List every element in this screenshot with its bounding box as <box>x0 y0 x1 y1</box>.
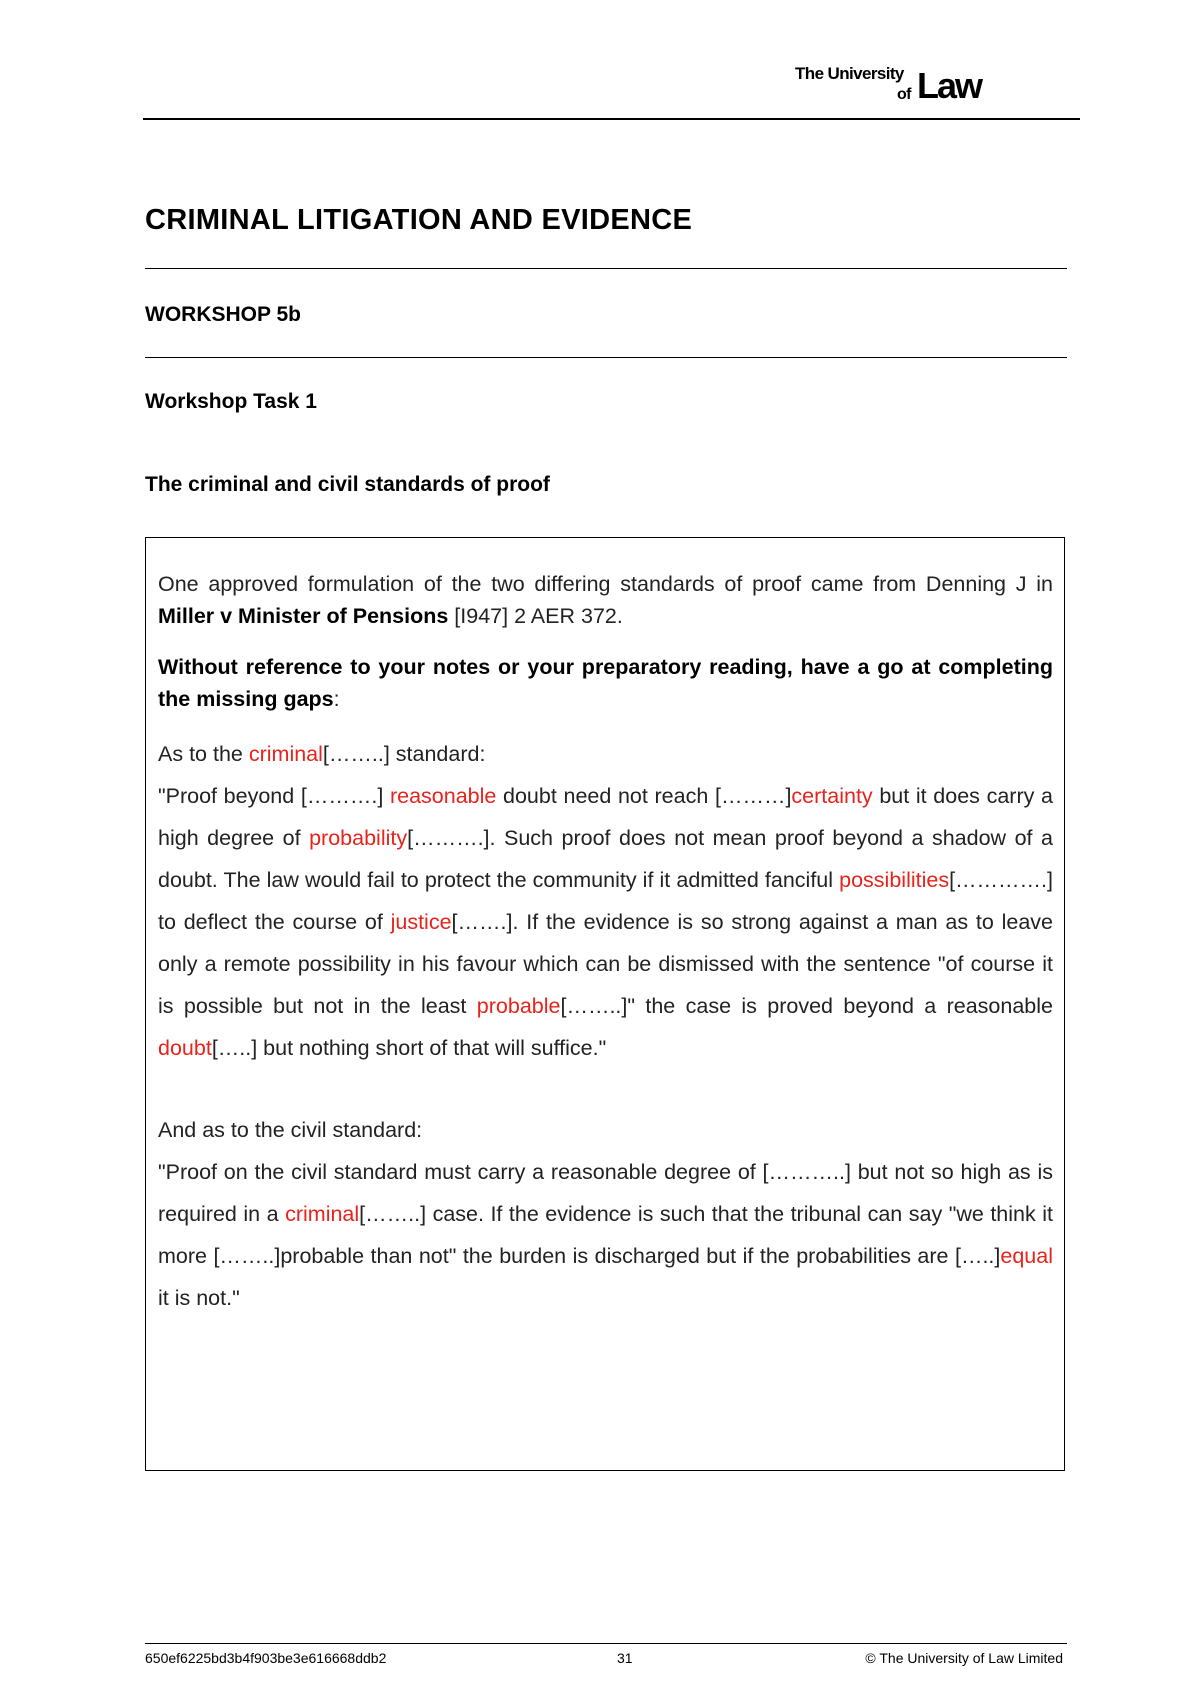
university-logo <box>795 62 985 108</box>
answer-equal: equal <box>1000 1244 1053 1268</box>
footer-copyright: © The University of Law Limited <box>865 1650 1063 1666</box>
case-name: Miller v Minister of Pensions <box>158 604 449 628</box>
answer-probability: probability <box>309 826 408 850</box>
quote-text: […..] but nothing short of that will suffice." <box>211 1036 607 1060</box>
answer-criminal-civil: criminal <box>285 1202 360 1226</box>
answer-certainty: certainty <box>791 784 873 808</box>
criminal-heading <box>158 733 1053 775</box>
intro-text: One approved formulation of the two differing standards of proof came from Denning J in <box>158 572 1053 596</box>
exercise-box <box>145 537 1065 1471</box>
quote-text: [………….] to deflect the course of <box>158 868 1053 934</box>
footer-doc-id: 650ef6225bd3b4f903be3e616668ddb2 <box>145 1650 387 1666</box>
quote-text: [……….]. Such proof does not mean proof beyond a shadow of a doubt. The law would fail to protect the community if it admitted fanciful <box>158 826 1053 892</box>
title-rule <box>145 268 1067 269</box>
workshop-heading: WORKSHOP 5b <box>145 303 301 326</box>
answer-doubt: doubt <box>158 1036 212 1060</box>
quote-text: [……..]" the case is proved beyond a reasonable <box>560 994 1053 1018</box>
instruction-paragraph <box>158 651 1053 715</box>
answer-reasonable: reasonable <box>389 784 497 808</box>
page-title: CRIMINAL LITIGATION AND EVIDENCE <box>145 204 693 236</box>
task-heading: Workshop Task 1 <box>145 390 317 413</box>
quote-text: "Proof beyond [……….] <box>158 784 390 808</box>
answer-possibilities: possibilities <box>839 868 950 892</box>
logo-line-2: of <box>897 86 911 103</box>
instruction-colon: : <box>333 687 340 711</box>
civil-heading: And as to the civil standard: <box>158 1118 423 1142</box>
page-number: 31 <box>617 1650 633 1666</box>
logo-line-3: Law <box>917 65 982 106</box>
case-citation: [I947] 2 AER 372. <box>448 604 623 628</box>
footer-rule <box>145 1643 1067 1644</box>
answer-probable: probable <box>476 994 561 1018</box>
workshop-rule <box>145 357 1067 358</box>
civil-quote <box>158 1151 1053 1319</box>
quote-text: but it does carry a high degree of <box>158 784 1053 850</box>
criminal-quote <box>158 775 1053 1069</box>
quote-text: […….]. If the evidence is so strong against a man as to leave only a remote possibility in his favour which can be dismissed with the sentence "of course it is possible but not in the least <box>158 910 1053 1018</box>
logo-line-1: The University <box>795 64 904 83</box>
quote-text: [……..] case. If the evidence is such that the tribunal can say "we think it more [……..]probable than not" the burden is discharged but if the probabilities are […..] <box>158 1202 1053 1268</box>
intro-paragraph <box>158 568 1053 632</box>
answer-criminal: criminal <box>248 742 323 766</box>
answer-justice: justice <box>390 910 452 934</box>
quote-text: it is not." <box>158 1286 240 1310</box>
instruction-text: Without reference to your notes or your preparatory reading, have a go at completing the missing gaps <box>158 655 1053 711</box>
section-heading: The criminal and civil standards of proof <box>145 473 550 496</box>
criminal-heading-text: As to the <box>158 742 249 766</box>
quote-text: "Proof on the civil standard must carry a reasonable degree of [………..] but not so high as is required in a <box>158 1160 1053 1226</box>
criminal-heading-gap: [……..] standard: <box>322 742 486 766</box>
header-rule <box>143 118 1080 120</box>
exercise-content <box>158 568 1053 1319</box>
quote-text: doubt need not reach [………] <box>496 784 792 808</box>
